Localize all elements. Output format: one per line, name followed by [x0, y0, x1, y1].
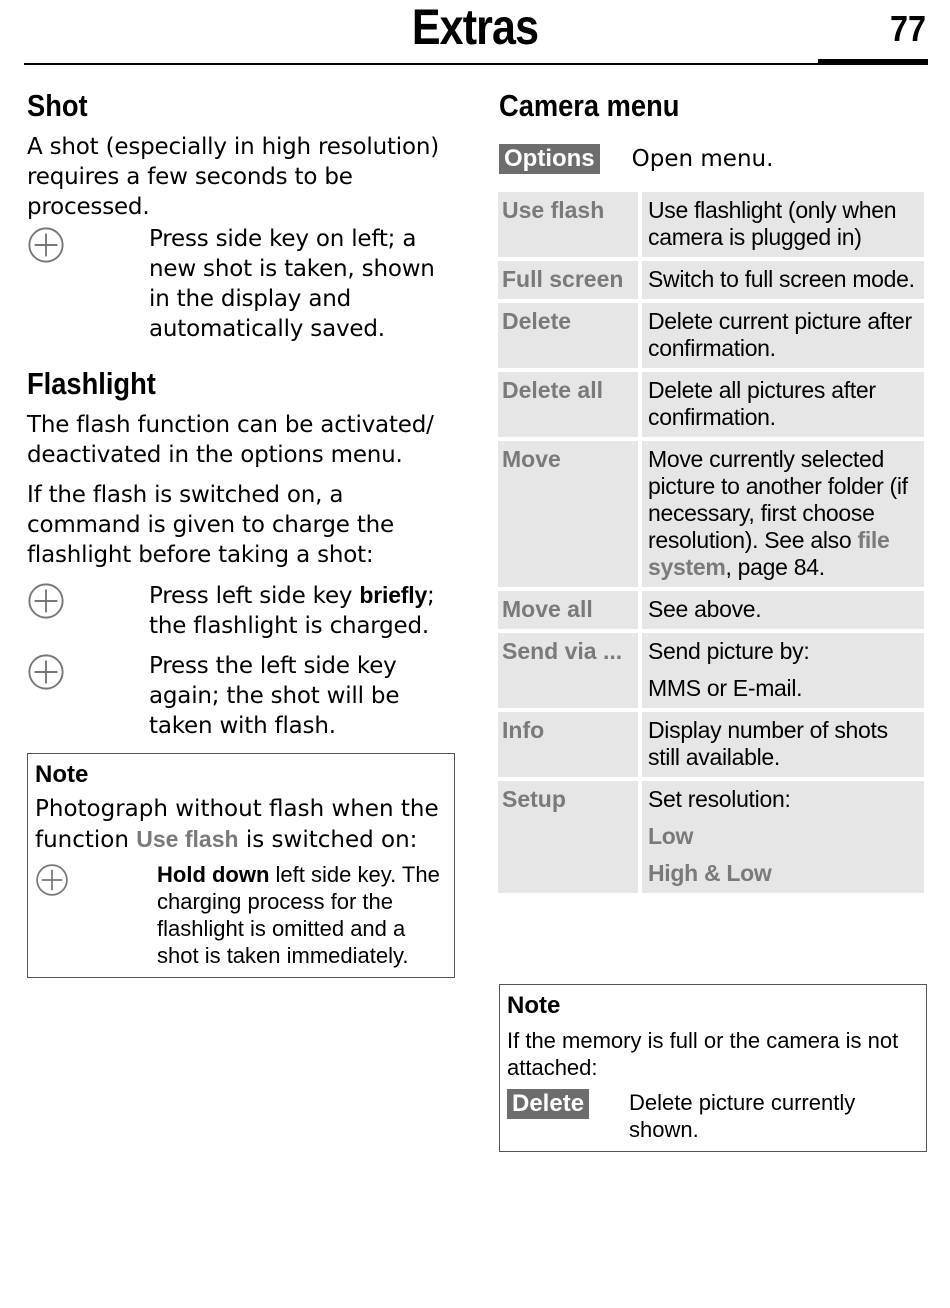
options-softkey[interactable]: Options: [499, 144, 600, 174]
shot-paragraph: A shot (especially in high resolution) requires a few seconds to be processed.: [27, 134, 439, 220]
menu-item-desc: Delete all pictures after confirmation.: [642, 372, 924, 437]
left-note-text: Photograph without flash when the function Use flash is switched on:: [35, 796, 439, 853]
menu-item-desc: Display number of shots still available.: [642, 712, 924, 777]
right-note-title: Note: [507, 992, 561, 1019]
shot-key-text: Press side key on left; a new shot is taken, shown in the display and automatically saved.: [149, 226, 435, 342]
menu-item-label: Setup: [498, 781, 642, 893]
table-row[interactable]: [498, 192, 924, 257]
flashlight-step-1-text: Press left side key briefly; the flashlight is charged.: [149, 582, 435, 639]
plus-circle-icon: [27, 580, 149, 641]
flashlight-step-2-text: Press the left side key again; the shot will be taken with flash.: [149, 653, 400, 739]
flashlight-step-2: [27, 651, 457, 741]
menu-item-label: Use flash: [498, 192, 642, 257]
menu-item-label: Delete all: [498, 372, 642, 437]
options-text: Open menu.: [631, 146, 774, 172]
table-row[interactable]: [498, 591, 924, 629]
menu-item-label: Delete: [498, 303, 642, 368]
table-row[interactable]: [498, 303, 924, 368]
flashlight-heading: Flashlight: [27, 366, 156, 401]
table-row[interactable]: [498, 261, 924, 299]
menu-item-desc: Delete current picture after confirmation.: [642, 303, 924, 368]
menu-item-label: Move: [498, 441, 642, 587]
table-row[interactable]: [498, 781, 924, 893]
menu-item-desc: Send picture by: MMS or E-mail.: [642, 633, 924, 708]
right-note-key-text: Delete picture currently shown.: [629, 1090, 856, 1142]
camera-menu-heading: Camera menu: [499, 88, 680, 123]
delete-softkey[interactable]: Delete: [507, 1089, 589, 1119]
plus-circle-icon: [27, 651, 149, 741]
camera-menu-table: [498, 188, 924, 897]
table-row[interactable]: [498, 441, 924, 587]
left-note-title: Note: [35, 761, 89, 788]
right-note-text: If the memory is full or the camera is not attached:: [507, 1028, 899, 1080]
menu-item-label: Move all: [498, 591, 642, 629]
header-rule: [24, 63, 928, 65]
menu-item-desc: Switch to full screen mode.: [642, 261, 924, 299]
flashlight-paragraph-2: If the flash is switched on, a command is given to charge the flashlight before taking a shot:: [27, 482, 395, 568]
right-column: [499, 88, 927, 1142]
header-rule-accent: [818, 59, 928, 65]
plus-circle-icon: [27, 224, 149, 344]
setup-option-high-low[interactable]: High & Low: [648, 860, 772, 886]
menu-item-desc: See above.: [642, 591, 924, 629]
table-row[interactable]: [498, 712, 924, 777]
right-note-box: [499, 984, 927, 1152]
setup-option-low[interactable]: Low: [648, 823, 694, 849]
shot-heading: Shot: [27, 88, 88, 123]
right-note-key-row: [507, 1089, 920, 1143]
options-row: [499, 144, 927, 174]
flashlight-step-1: [27, 580, 457, 641]
plus-circle-icon: [35, 861, 157, 969]
menu-item-desc: Set resolution: Low High & Low: [642, 781, 924, 893]
menu-item-desc: Use flashlight (only when camera is plugged in): [642, 192, 924, 257]
shot-key-instruction: [27, 224, 457, 344]
page-header: [0, 0, 950, 70]
menu-item-desc: Move currently selected picture to another folder (if necessary, first choose resolution). See also file system, page 84.: [642, 441, 924, 587]
file-system-link[interactable]: file system: [648, 527, 890, 580]
menu-item-label: Info: [498, 712, 642, 777]
page-number: 77: [889, 8, 926, 49]
flashlight-paragraph-1: The flash function can be activated/ deactivated in the options menu.: [27, 412, 434, 468]
table-row[interactable]: [498, 372, 924, 437]
left-note-instruction-text: Hold down left side key. The charging process for the flashlight is omitted and a shot is taken immediately.: [157, 862, 440, 968]
page-title: Extras: [411, 0, 539, 55]
menu-item-label: Send via ...: [498, 633, 642, 708]
menu-item-label: Full screen: [498, 261, 642, 299]
table-row[interactable]: [498, 633, 924, 708]
left-note-box: [27, 753, 455, 978]
left-column: [27, 88, 457, 978]
left-note-instruction: [35, 861, 448, 969]
